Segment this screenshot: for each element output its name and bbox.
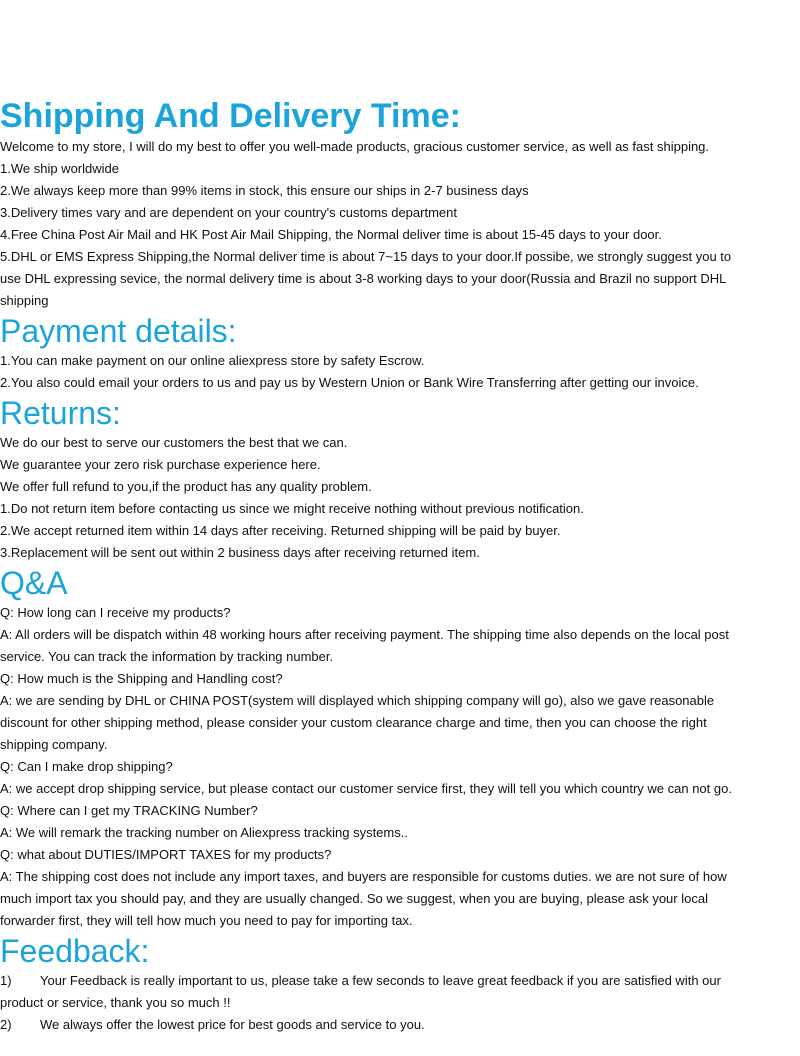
feedback-item-number: 2) [0,1017,12,1032]
qa-line: A: we are sending by DHL or CHINA POST(system will displayed which shipping company will go), also we gave reasonable [0,693,715,708]
qa-line: Q: How long can I receive my products? [0,605,231,620]
qa-line: A: All orders will be dispatch within 48 working hours after receiving payment. The shipping time also depends on the local post [0,627,729,642]
qa-line: forwarder first, they will tell how much you need to pay for importing tax. [0,913,413,928]
shipping-line: 3.Delivery times vary and are dependent on your country's customs department [0,205,457,220]
qa-line: shipping company. [0,737,108,752]
qa-line: A: we accept drop shipping service, but please contact our customer service first, they will tell you which country we can not go. [0,781,732,796]
shipping-line: Welcome to my store, I will do my best to offer you well-made products, gracious customer service, as well as fast shipping. [0,139,710,154]
feedback-item-text: We always offer the lowest price for best goods and service to you. [40,1017,425,1032]
returns-line: We guarantee your zero risk purchase experience here. [0,457,321,472]
qa-line: Q: Where can I get my TRACKING Number? [0,803,258,818]
shipping-line: 2.We always keep more than 99% items in stock, this ensure our ships in 2-7 business days [0,183,529,198]
feedback-section [0,932,800,1036]
returns-line: 3.Replacement will be sent out within 2 business days after receiving returned item. [0,545,480,560]
shipping-section [0,96,800,312]
shipping-line: 4.Free China Post Air Mail and HK Post Air Mail Shipping, the Normal deliver time is about 15-45 days to your door. [0,227,662,242]
feedback-item-continuation: product or service, thank you so much !! [0,995,231,1010]
shipping-line: 1.We ship worldwide [0,161,119,176]
returns-line: We offer full refund to you,if the product has any quality problem. [0,479,372,494]
feedback-item-text: Your Feedback is really important to us, please take a few seconds to leave great feedback if you are satisfied with our [40,973,721,988]
qa-heading: Q&A [0,565,68,601]
returns-section [0,394,800,564]
qa-line: service. You can track the information by tracking number. [0,649,334,664]
qa-line: Q: How much is the Shipping and Handling cost? [0,671,283,686]
qa-line: A: The shipping cost does not include any import taxes, and buyers are responsible for customs duties. we are not sure of how [0,869,727,884]
payment-line: 1.You can make payment on our online aliexpress store by safety Escrow. [0,353,425,368]
returns-line: We do our best to serve our customers the best that we can. [0,435,348,450]
payment-section [0,312,800,394]
feedback-item-number: 1) [0,973,12,988]
shipping-line: 5.DHL or EMS Express Shipping,the Normal deliver time is about 7~15 days to your door.If possibe, we strongly suggest you to [0,249,732,264]
feedback-item [0,970,800,992]
feedback-heading: Feedback: [0,933,150,969]
qa-line: A: We will remark the tracking number on Aliexpress tracking systems.. [0,825,408,840]
returns-line: 2.We accept returned item within 14 days after receiving. Returned shipping will be paid by buyer. [0,523,561,538]
qa-section [0,564,800,932]
shipping-line: shipping [0,293,49,308]
qa-line: much import tax you should pay, and they are usually changed. So we suggest, when you are buying, please ask your local [0,891,708,906]
shipping-line: use DHL expressing sevice, the normal delivery time is about 3-8 working days to your door(Russia and Brazil no support DHL [0,271,727,286]
returns-line: 1.Do not return item before contacting us since we might receive nothing without previous notification. [0,501,584,516]
feedback-item [0,1014,800,1036]
returns-heading: Returns: [0,395,121,431]
payment-line: 2.You also could email your orders to us and pay us by Western Union or Bank Wire Transferring after getting our invoice. [0,375,699,390]
payment-heading: Payment details: [0,313,237,349]
qa-line: Q: Can I make drop shipping? [0,759,173,774]
store-policy-document [0,96,800,1036]
shipping-heading: Shipping And Delivery Time: [0,97,461,135]
qa-line: discount for other shipping method, please consider your custom clearance charge and time, then you can choose the right [0,715,707,730]
qa-line: Q: what about DUTIES/IMPORT TAXES for my products? [0,847,332,862]
